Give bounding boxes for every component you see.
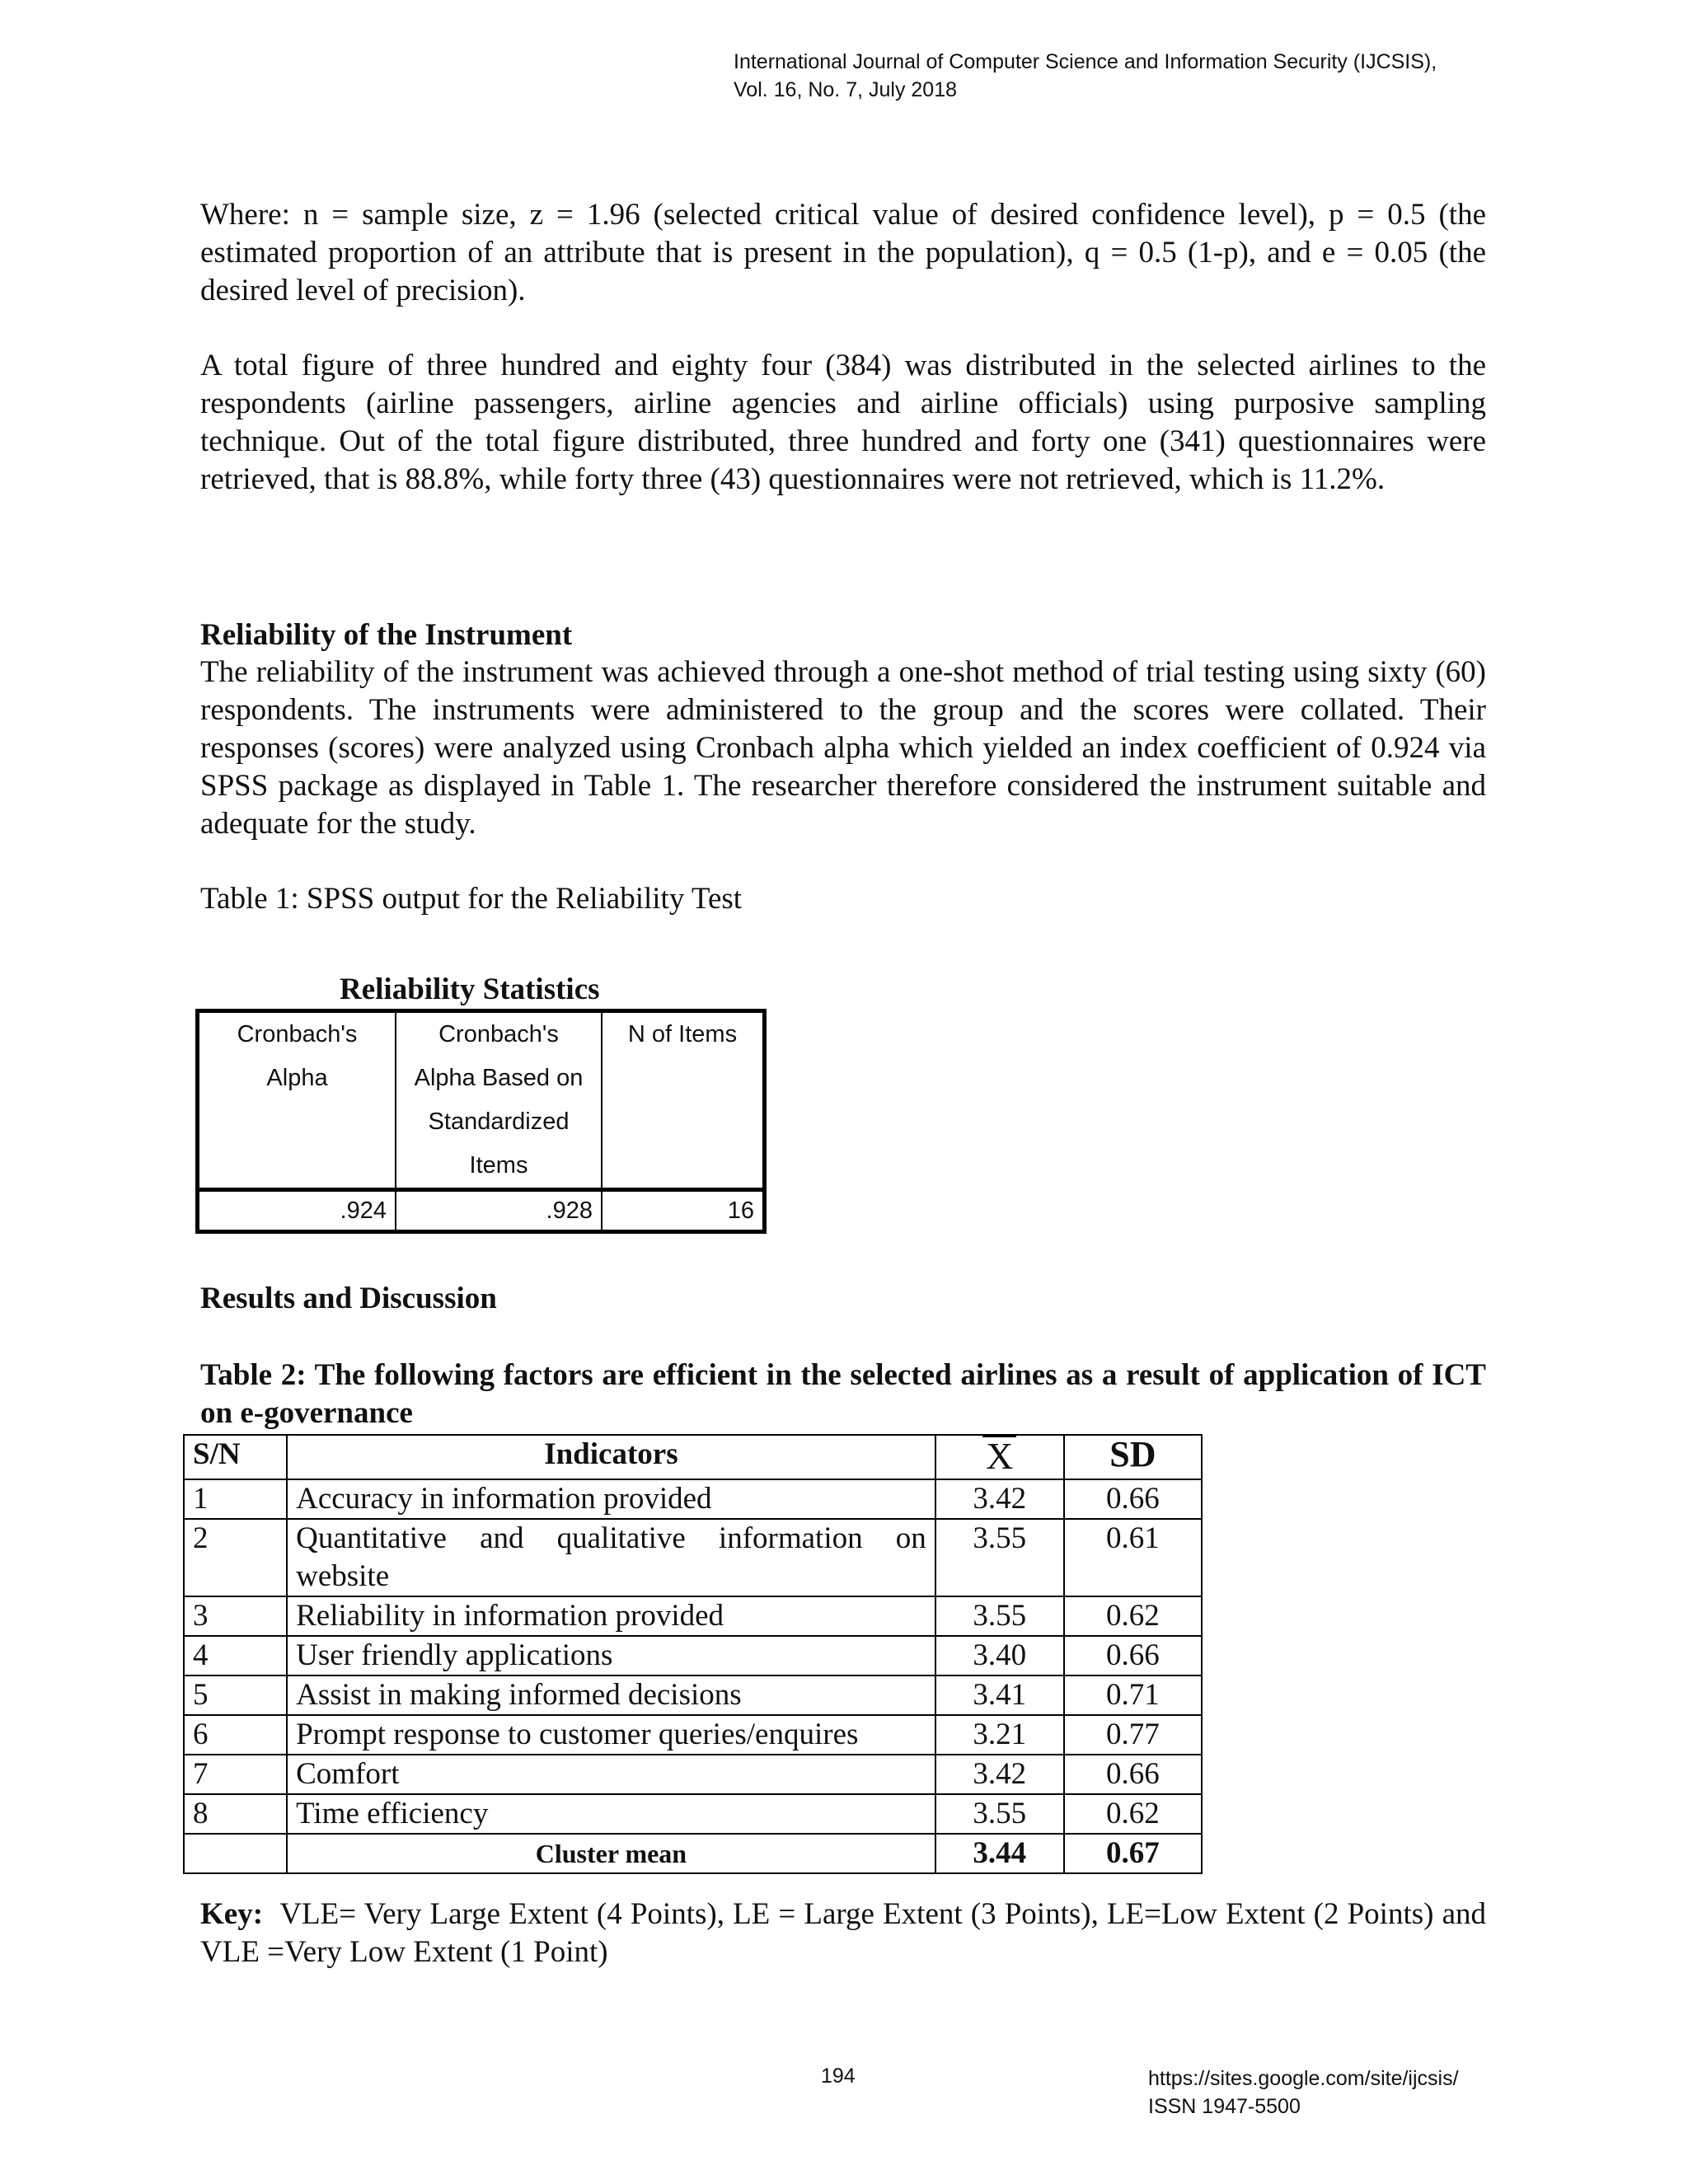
table2-header-sn: S/N bbox=[184, 1435, 287, 1479]
table-key bbox=[200, 1896, 1486, 1971]
table2-header-mean bbox=[935, 1435, 1064, 1479]
footer-url: https://sites.google.com/site/ijcsis/ bbox=[1148, 2067, 1459, 2090]
table1-header-n-items: N of Items bbox=[627, 1021, 738, 1047]
table-row: 1 Accuracy in information provided 3.42 0.66 bbox=[184, 1479, 1202, 1519]
table1-header-cronbach-alpha: Cronbach's Alpha bbox=[198, 1011, 396, 1190]
paragraph-formula-variables: Where: n = sample size, z = 1.96 (selected critical value of desired confidence level), p = 0.5 (the estimated proportion of an attribute that is present in the population), q = 0.5 (1-p), and e = 0.05 (the desired level of precision). bbox=[200, 198, 1486, 307]
table1-value-standardized: .928 bbox=[396, 1190, 602, 1232]
table2-header-row bbox=[184, 1435, 1202, 1479]
table2-caption: Table 2: The following factors are efficient in the selected airlines as a result of application of ICT on e-governance bbox=[200, 1358, 1486, 1430]
table1-header-row bbox=[198, 1011, 765, 1190]
section-heading-results: Results and Discussion bbox=[200, 1282, 497, 1315]
reliability-statistics-table bbox=[195, 1009, 767, 1234]
journal-header bbox=[734, 48, 1437, 104]
table-row: 5 Assist in making informed decisions 3.41 0.71 bbox=[184, 1675, 1202, 1715]
cluster-mean-row bbox=[184, 1834, 1202, 1873]
table1-title: Reliability Statistics bbox=[340, 972, 600, 1006]
mean-symbol: X bbox=[982, 1436, 1016, 1475]
footer-info bbox=[1148, 2064, 1459, 2121]
page-number: 194 bbox=[821, 2064, 856, 2088]
cluster-mean-label: Cluster mean bbox=[287, 1834, 935, 1873]
paragraph-reliability: The reliability of the instrument was achieved through a one-shot method of trial testing using sixty (60) respondents. The instruments were administered to the group and the scores were collated. Their responses (scores) were analyzed using Cronbach alpha which yielded an index coefficient of 0.924 via SPSS package as displayed in Table 1. The researcher therefore considered the instrument suitable and adequate for the study. bbox=[200, 655, 1486, 841]
table1-values-row bbox=[198, 1190, 765, 1232]
table-row: 4 User friendly applications 3.40 0.66 bbox=[184, 1636, 1202, 1675]
footer-issn: ISSN 1947-5500 bbox=[1148, 2095, 1301, 2118]
cluster-sd-value: 0.67 bbox=[1064, 1834, 1202, 1873]
table2-header-sd: SD bbox=[1064, 1435, 1202, 1479]
cluster-mean-value: 3.44 bbox=[935, 1834, 1064, 1873]
journal-header-line1: International Journal of Computer Science and Information Security (IJCSIS), bbox=[734, 50, 1437, 73]
key-label: Key: bbox=[200, 1897, 264, 1931]
paragraph-sampling: A total figure of three hundred and eighty four (384) was distributed in the selected airlines to the respondents (airline passengers, airline agencies and airline officials) using purposive sampling technique. Out of the total figure distributed, three hundred and forty one (341) questionnaires were retrieved, that is 88.8%, while forty three (43) questionnaires were not retrieved, which is 11.2%. bbox=[200, 349, 1486, 496]
table1-caption: Table 1: SPSS output for the Reliability Test bbox=[200, 882, 743, 916]
journal-header-line2: Vol. 16, No. 7, July 2018 bbox=[734, 78, 958, 101]
section-heading-reliability: Reliability of the Instrument bbox=[200, 618, 573, 652]
table1-value-alpha: .924 bbox=[198, 1190, 396, 1232]
table2-header-indicators: Indicators bbox=[287, 1435, 935, 1479]
indicators-table bbox=[183, 1434, 1203, 1874]
table-row: 3 Reliability in information provided 3.55 0.62 bbox=[184, 1596, 1202, 1636]
table-row: 2 Quantitative and qualitative information on website 3.55 0.61 bbox=[184, 1519, 1202, 1596]
key-text: VLE= Very Large Extent (4 Points), LE = Large Extent (3 Points), LE=Low Extent (2 Points) and VLE =Very Low Extent (1 Point) bbox=[200, 1897, 1486, 1969]
table-row: 8 Time efficiency 3.55 0.62 bbox=[184, 1794, 1202, 1834]
table1-value-n: 16 bbox=[602, 1190, 765, 1232]
table-row: 7 Comfort 3.42 0.66 bbox=[184, 1755, 1202, 1794]
table1-header-standardized-alpha: Cronbach's Alpha Based on Standardized Items bbox=[396, 1011, 602, 1190]
table-row: 6 Prompt response to customer queries/enquires 3.21 0.77 bbox=[184, 1715, 1202, 1755]
